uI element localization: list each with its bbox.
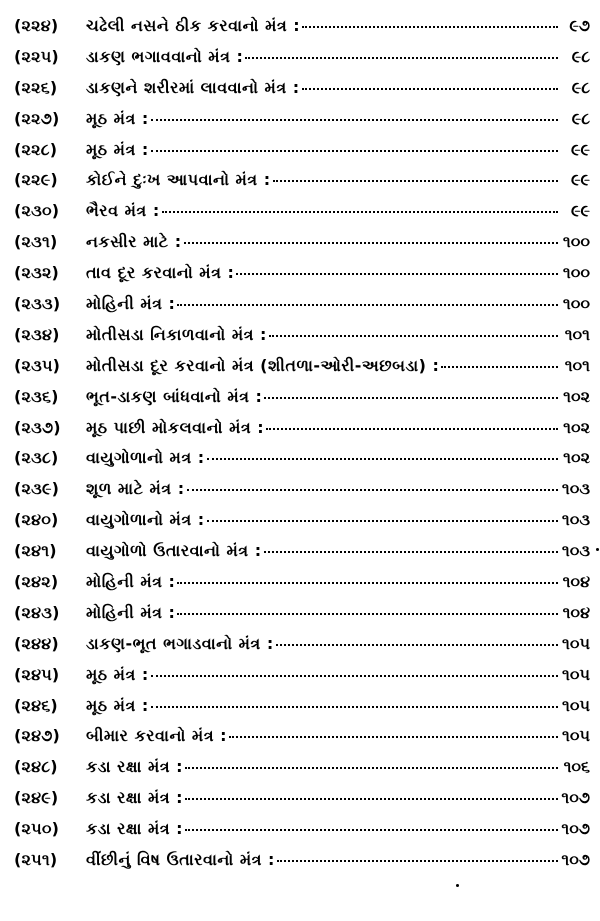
stray-dot <box>596 548 599 551</box>
entry-number: (૨૪૦) <box>14 510 59 530</box>
entry-number: (૨૩૮) <box>14 448 59 468</box>
toc-entry <box>14 16 590 47</box>
entry-page-number: ૧૦૩ <box>561 541 590 561</box>
dot-leader <box>177 294 558 306</box>
entry-title: ભૂત-ડાકણ બાંધવાનો મંત્ર : <box>86 386 263 406</box>
toc-entry <box>14 47 590 78</box>
entry-page-number: ૧૦૫ <box>562 664 590 684</box>
entry-title: વાયુગોળાનો મંત્ર : <box>86 510 205 530</box>
entry-page-number: ૧૦૪ <box>562 602 590 622</box>
entry-page-number: ૧૦૧ <box>564 324 590 344</box>
dot-leader <box>302 16 558 28</box>
dot-leader <box>277 850 558 862</box>
entry-number: (૨૪૫) <box>14 664 60 684</box>
toc-entry <box>14 140 590 171</box>
toc-entry <box>14 510 590 541</box>
dot-leader <box>266 418 558 430</box>
dot-leader <box>151 665 558 677</box>
dot-leader <box>441 356 558 368</box>
entry-title: ડાકણને શરીરમાં લાવવાનો મંત્ર : <box>86 77 300 97</box>
entry-title: મોતીસડા નિકાળવાનો મંત્ર : <box>86 324 267 344</box>
dot-leader <box>151 696 558 708</box>
entry-number: (૨૪૧) <box>14 541 57 561</box>
toc-entry <box>14 850 590 881</box>
entry-page-number: ૧૦૩ <box>561 510 590 530</box>
entry-title: મૂઠ પાછી મોકલવાનો મંત્ર : <box>86 417 265 437</box>
toc-entry <box>14 757 590 788</box>
entry-page-number: ૧૦૨ <box>563 386 590 406</box>
entry-number: (૨૩૩) <box>14 294 61 314</box>
entry-number: (૨૪૨) <box>14 572 59 592</box>
entry-number: (૨૨૮) <box>14 139 58 159</box>
dot-leader <box>264 387 558 399</box>
entry-title: મૂઠ મંત્ર : <box>86 139 149 159</box>
entry-page-number: ૧૦૬ <box>563 757 590 777</box>
entry-number: (૨૪૬) <box>14 695 58 715</box>
toc-entry <box>14 819 590 850</box>
entry-title: મોહિની મંત્ર : <box>86 602 176 622</box>
toc-entry <box>14 263 590 294</box>
entry-number: (૨૩૪) <box>14 324 60 344</box>
entry-number: (૨૨૯) <box>14 170 58 190</box>
entry-page-number: ૧૦૨ <box>563 417 590 437</box>
dot-leader <box>276 634 558 646</box>
toc-entry <box>14 726 590 757</box>
entry-page-number: ૧૦૦ <box>562 263 590 283</box>
entry-title: શૂળ માટે મંત્ર : <box>86 479 185 499</box>
entry-title: વાયુગોળો ઉતારવાનો મંત્ર : <box>86 541 262 561</box>
toc-entry <box>14 696 590 727</box>
dot-leader <box>185 788 558 800</box>
entry-page-number: ૧૦૭ <box>561 788 590 808</box>
entry-title: કડા રક્ષા મંત્ર : <box>86 819 184 839</box>
entry-title: મોહિની મંત્ર : <box>86 294 176 314</box>
entry-page-number: ૧૦૫ <box>562 695 590 715</box>
dot-leader <box>236 263 558 275</box>
dot-leader <box>185 757 558 769</box>
entry-page-number: ૧૦૫ <box>562 633 590 653</box>
entry-number: (૨૪૩) <box>14 602 60 622</box>
entry-page-number: ૧૦૦ <box>562 294 590 314</box>
dot-leader <box>229 726 558 738</box>
dot-leader <box>264 541 558 553</box>
entry-title: કોઈને દુઃખ આપવાનો મંત્ર : <box>86 170 271 190</box>
toc-entry <box>14 572 590 603</box>
toc-entry <box>14 201 590 232</box>
entry-title: તાવ દૂર કરવાનો મંત્ર : <box>86 263 235 283</box>
toc-entry <box>14 603 590 634</box>
entry-title: મોહિની મંત્ર : <box>86 572 176 592</box>
entry-title: કડા રક્ષા મંત્ર : <box>86 788 184 808</box>
toc-entry <box>14 325 590 356</box>
entry-title: નકસીર માટે : <box>86 232 182 252</box>
dot-leader <box>162 201 558 213</box>
entry-page-number: ૧૦૭ <box>561 850 590 870</box>
entry-page-number: ૧૦૪ <box>562 572 590 592</box>
entry-title: બીમાર કરવાનો મંત્ર : <box>86 726 228 746</box>
entry-page-number: ૯૯ <box>571 170 590 190</box>
dot-leader <box>245 47 558 59</box>
entry-page-number: ૧૦૧ <box>564 355 590 375</box>
entry-title: મૂઠ મંત્ર : <box>86 664 149 684</box>
dot-leader <box>177 603 558 615</box>
toc-entry <box>14 448 590 479</box>
entry-number: (૨૨૬) <box>14 77 58 97</box>
entry-number: (૨૩૬) <box>14 386 59 406</box>
entry-page-number: ૯૮ <box>571 46 590 66</box>
toc-entry <box>14 387 590 418</box>
entry-number: (૨૨૭) <box>14 108 60 128</box>
toc-entry <box>14 232 590 263</box>
entry-page-number: ૧૦૭ <box>561 819 590 839</box>
entry-title: મોતીસડા દૂર કરવાનો મંત્ર (શીતળા-ઓરી-અછબડા) : <box>86 355 440 375</box>
dot-leader <box>207 510 558 522</box>
dot-leader <box>273 170 558 182</box>
entry-title: કડા રક્ષા મંત્ર : <box>86 757 184 777</box>
entry-title: ડાકણ-ભૂત ભગાડવાનો મંત્ર : <box>86 633 274 653</box>
dot-leader <box>187 479 558 491</box>
dot-leader <box>269 325 558 337</box>
entry-page-number: ૧૦૨ <box>563 448 590 468</box>
toc-entry <box>14 634 590 665</box>
entry-number: (૨૩૭) <box>14 417 61 437</box>
toc-entry <box>14 788 590 819</box>
entry-title: ડાકણ ભગાવવાનો મંત્ર : <box>86 46 244 66</box>
toc-entry <box>14 356 590 387</box>
entry-page-number: ૧૦૩ <box>561 479 590 499</box>
entry-number: (૨૫૦) <box>14 819 60 839</box>
entry-number: (૨૪૮) <box>14 757 58 777</box>
entry-page-number: ૯૯ <box>571 139 590 159</box>
entry-number: (૨૨૫) <box>14 46 59 66</box>
entry-page-number: ૧૦૫ <box>562 726 590 746</box>
entry-number: (૨૨૪) <box>14 16 59 35</box>
entry-number: (૨૪૭) <box>14 726 61 746</box>
dot-leader <box>151 140 558 152</box>
entry-number: (૨૩૨) <box>14 263 60 283</box>
entry-page-number: ૧૦૦ <box>562 232 590 252</box>
entry-number: (૨૩૯) <box>14 479 60 499</box>
entry-title: વાયુગોળાનો મત્ર : <box>86 448 205 468</box>
entry-page-number: ૯૭ <box>569 16 590 35</box>
dot-leader <box>185 819 558 831</box>
dot-leader <box>302 78 558 90</box>
toc-entry <box>14 170 590 201</box>
entry-title: મૂઠ મંત્ર : <box>86 695 149 715</box>
entry-page-number: ૯૯ <box>571 201 590 221</box>
entry-title: મૂઠ મંત્ર : <box>86 108 149 128</box>
entry-number: (૨૩૫) <box>14 355 61 375</box>
dot-leader <box>184 232 558 244</box>
entry-number: (૨૫૧) <box>14 850 58 870</box>
entry-page-number: ૯૮ <box>571 108 590 128</box>
entry-title: ભૈરવ મંત્ર : <box>86 201 160 221</box>
table-of-contents <box>14 16 590 881</box>
entry-number: (૨૪૪) <box>14 633 59 653</box>
toc-entry <box>14 294 590 325</box>
dot-leader <box>207 448 558 460</box>
toc-entry <box>14 541 590 572</box>
stray-dot <box>456 884 459 887</box>
dot-leader <box>151 109 558 121</box>
toc-entry <box>14 109 590 140</box>
toc-entry <box>14 78 590 109</box>
dot-leader <box>177 572 558 584</box>
entry-number: (૨૩૧) <box>14 232 58 252</box>
toc-entry <box>14 418 590 449</box>
entry-number: (૨૩૦) <box>14 201 60 221</box>
toc-entry <box>14 479 590 510</box>
entry-number: (૨૪૯) <box>14 788 59 808</box>
entry-title: ચઢેલી નસને ઠીક કરવાનો મંત્ર : <box>86 16 301 35</box>
toc-entry <box>14 665 590 696</box>
entry-page-number: ૯૮ <box>571 77 590 97</box>
entry-title: વીંછીનું વિષ ઉતારવાનો મંત્ર : <box>86 850 275 870</box>
